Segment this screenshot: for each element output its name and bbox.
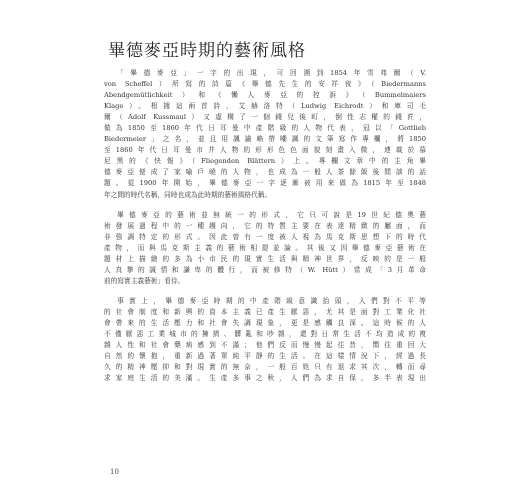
text-line: 久的精神壓抑和對現實的無奈，一般百姓只有退求其次，轉而尋 [104,363,426,372]
paragraph-2 [104,210,426,287]
text-line: 題。從1900年開始，畢德麥亞一字逐漸被用來做為1815年至1848 [104,179,426,188]
text-line: 產物，而與馬克斯主義的藝術相提並論。其後又因畢德麥亞藝術在 [104,243,426,252]
text-line: 題材上描繪的多為小市民的現實生活與精神世界，反映的是一般 [104,254,426,263]
text-line: 爾（Adolf Kussmaul）又虛構了一個錢兒後町，倒性志權的錢匠， [104,113,426,122]
paragraph-1 [104,68,426,201]
text-line: 不僅厭惡工業城市的擁擠、髒亂和吵雜，還對日常生活不均造成的複 [104,330,426,339]
text-line: 自然的懷抱，重新過著單純平靜的生活。在這樣情況下，經過長 [104,352,426,361]
text-line: 至1860年代日耳曼市井人物的形形色色面貌刻畫入微，連載於慕 [104,146,426,155]
text-line: Biedermeier」之名，並且用諷諭略帶嘲諷的文筆寫作專欄，將1850 [104,135,426,144]
text-line: Abendgemütlichkeit）和《懶人麥亞的控訴》（Bummelmaiers [104,91,426,100]
text-line: 「畢德麥亞」一字的出現，可回溯到1854年雪弗爾（V. [117,69,426,77]
text-line: 術發展過程中的一種趨向，它的特質主要在表達精緻的屬面，而 [104,221,426,230]
paragraph-3 [104,296,426,384]
text-line: 會帶來的生活壓力和社會失調現象，更是感觸良深。這時候的人 [104,318,426,327]
text-line: 前的寫實主義藝術」看待。 [104,276,185,285]
text-line: 畢德麥亞的藝術並無統一的形式，它只可說是19世紀德奧藝 [117,210,426,219]
text-line: 做為1850至1860年代日耳曼中產階級的人物代表，冠以「Gottlieb [104,124,426,133]
body-text [104,68,426,393]
text-line: Klage）。根據這兩首詩，艾赫洛特（Ludwig Eichrodt）和庫司毛 [104,102,426,111]
text-line: 求家庭生活的美滿。生產多事之秋，人們為求自保，多半表現出 [104,374,426,383]
text-line: 雜人性和社會藥病感到不滿；他們反而慢慢起往昔，嚮往重回大 [104,341,426,350]
text-line: 的社會制度和新興的資本主義已產生厭惡，尤其是面對工業化社 [104,307,426,316]
text-line: 德麥亞便成了家喻戶曉的人物，也成為一般人茶餘飯後閒談的話 [104,168,426,177]
page-title: 畢德麥亞時期的藝術風格 [108,41,306,61]
page-number: 10 [110,468,119,476]
text-line: 非強調特定的形式。因此曾有一度被人視為馬克斯思想下的時代 [104,232,426,241]
text-line: 尼黑的《快報》（Fliegenden Blättern）上。專欄文章中的主角畢 [104,157,426,166]
text-line: 人真摯的誠情和謙卑的體行，而被修特（W. Hütt）當成「3月革命 [104,265,426,274]
text-line: von Scheffel）所寫的詩篇《畢德先生的安祥夜》（Biedermanns [104,80,426,89]
text-line: 年之間的時代名稱，同時也成為此時期的藝術風格代稱。 [104,190,272,199]
text-line: 事實上，畢德麥亞時期的中產階級意識抬頭，人們對不平等 [117,296,426,305]
